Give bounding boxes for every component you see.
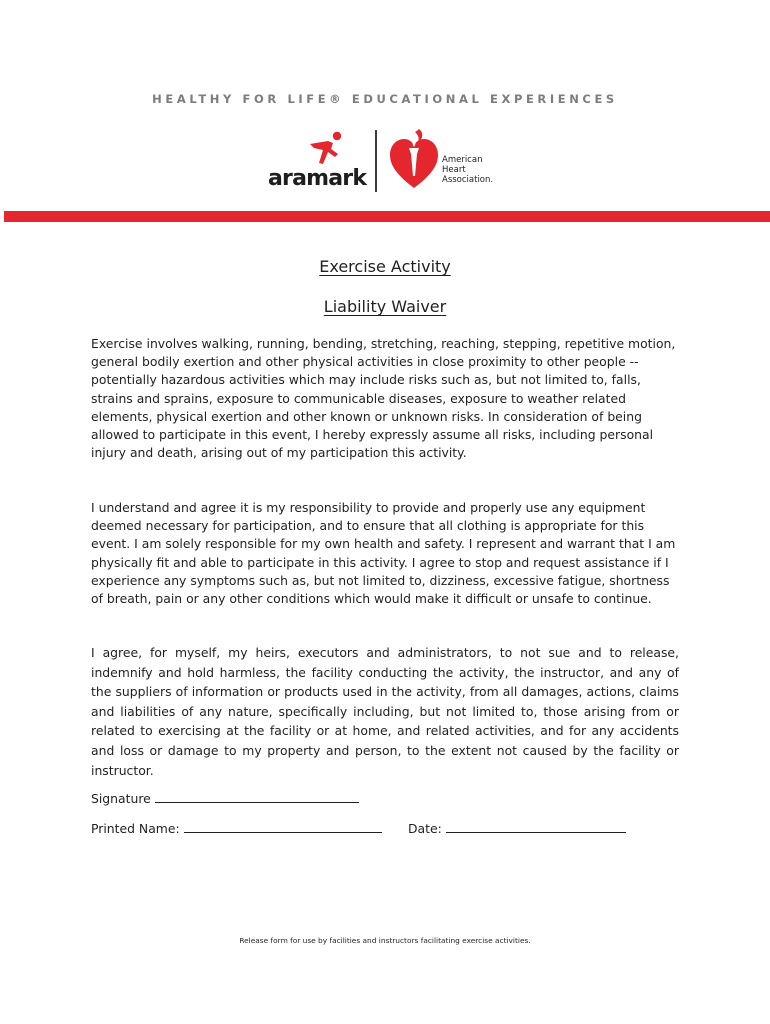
date-field[interactable] [446,820,626,833]
signature-field[interactable] [155,790,359,803]
red-divider-band [4,211,770,222]
waiver-paragraph-release: I agree, for myself, my heirs, executors and administrators, to not sue and to release, indemnify and hold harmless, the facility conducting the activity, the instructor, and any of the suppliers of information or products used in the activity, from all damages, actions, claims and liabilities of any nature, specifically including, but not limited to, those arising from or related to exercising at the facility or at home, and related activities, and for any accidents and loss or damage to my property and person, to the extent not caused by the facility or instructor. [91,645,679,778]
heart-torch-icon [389,126,439,192]
date-label: Date: [408,821,442,836]
date-row [408,820,626,836]
document-title: Exercise Activity [319,257,451,276]
footer-note: Release form for use by facilities and instructors facilitating exercise activities. [239,936,531,945]
aha-line-2: Heart [442,165,466,175]
aramark-logo [268,130,376,190]
logo-divider [375,130,377,192]
aha-line-1: American [442,155,483,165]
document-subtitle: Liability Waiver [323,297,447,316]
aramark-star-figure-icon [306,130,346,168]
aha-line-3: Association. [442,175,494,185]
waiver-paragraph-responsibility: I understand and agree it is my responsibility to provide and properly use any equipment deemed necessary for participation, and to ensure that all clothing is appropriate for this event. I am solely responsible for my own health and safety. I represent and warrant that I am physically fit and able to participate in this activity. I agree to stop and request assistance if I experience any symptoms such as, but not limited to, dizziness, excessive fatigue, shortness of breath, pain or any other conditions which would make it difficult or unsafe to continue. [91,500,676,607]
logo-row [0,124,770,198]
aramark-wordmark: aramark [268,166,367,191]
aha-wordmark [442,155,493,185]
aha-logo [389,126,519,194]
printed-name-field[interactable] [184,820,382,833]
program-title: HEALTHY FOR LIFE® EDUCATIONAL EXPERIENCES [152,92,618,106]
waiver-paragraph-risks: Exercise involves walking, running, bending, stretching, reaching, stepping, repetitive motion, general bodily exertion and other physical activities in close proximity to other people -- potentially hazardous activities which may include risks such as, but not limited to, falls, strains and sprains, exposure to communicable diseases, exposure to weather related elements, physical exertion and other known or unknown risks. In consideration of being allowed to participate in this event, I hereby expressly assume all risks, including personal injury and death, arising out of my participation this activity. [91,336,676,461]
signature-row [91,790,359,806]
printed-name-row [91,820,382,836]
signature-label: Signature [91,791,151,806]
printed-name-label: Printed Name: [91,821,180,836]
